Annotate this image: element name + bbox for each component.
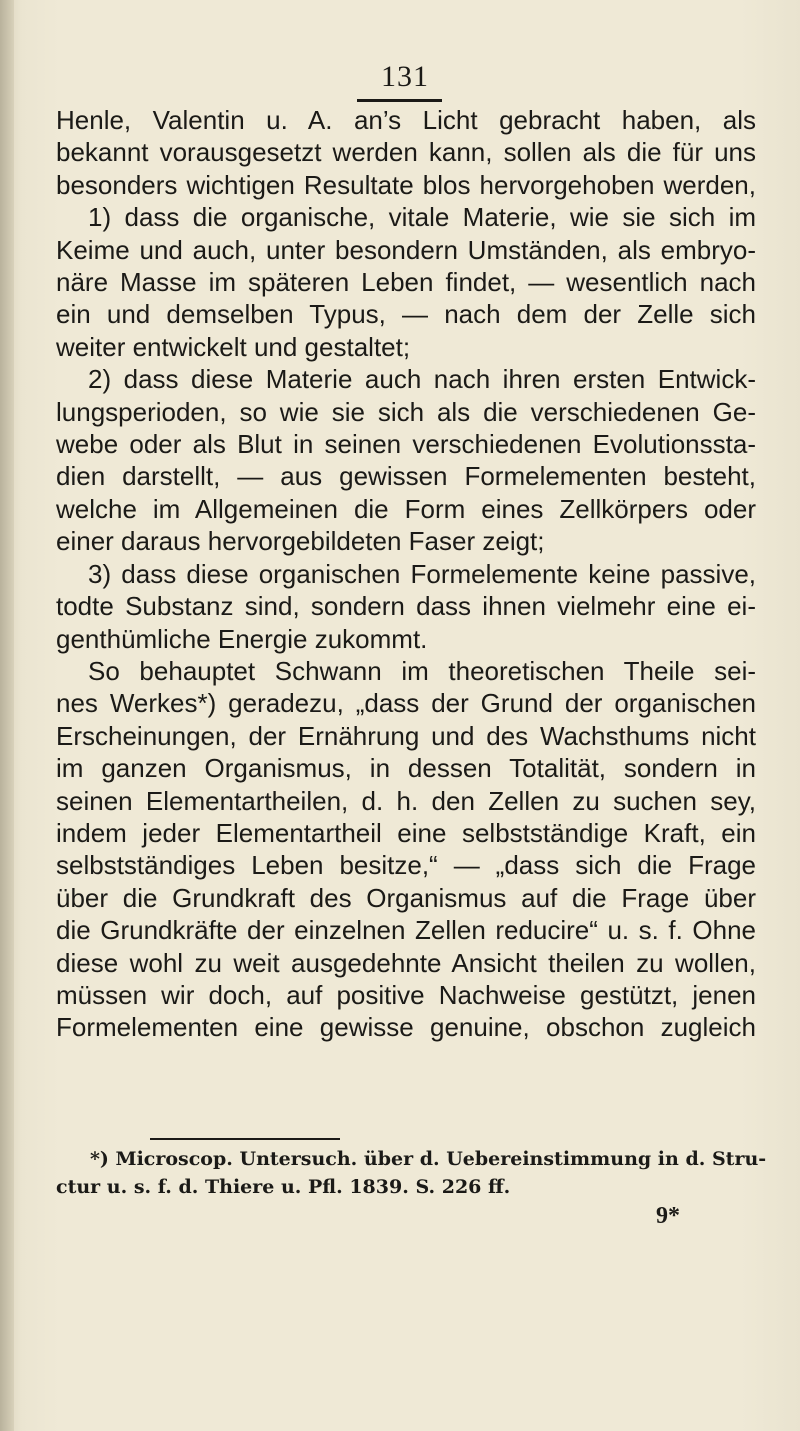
text-line: 2) dass diese Materie auch nach ihren ersten Entwick- [88,364,756,395]
text-line: besonders wichtigen Resultate blos hervorgehoben werden, [56,169,756,200]
text-line: dien darstellt, — aus gewissen Formelementen besteht, [56,461,756,492]
text-line: indem jeder Elementartheil eine selbstständige Kraft, ein [56,817,756,848]
text-line: weiter entwickelt und gestaltet; [56,331,411,362]
text-line: webe oder als Blut in seinen verschiedenen Evolutionssta- [56,429,756,460]
text-line: 3) dass diese organischen Formelemente keine passive, [88,558,756,589]
text-line: 1) dass die organische, vitale Materie, wie sie sich im [88,202,756,233]
text-line: genthümliche Energie zukommt. [56,623,428,654]
text-line: müssen wir doch, auf positive Nachweise gestützt, jenen [56,979,756,1010]
text-line: todte Substanz sind, sondern dass ihnen vielmehr eine ei- [56,591,756,622]
text-line: über die Grundkraft des Organismus auf die Frage über [56,882,756,913]
footnote-rule [150,1138,340,1140]
text-line: selbstständiges Leben besitze,“ — „dass sich die Frage [56,850,756,881]
text-line: So behauptet Schwann im theoretischen Theile sei- [88,655,756,686]
text-line: Henle, Valentin u. A. an’s Licht gebracht haben, als [56,105,756,135]
text-line: lungsperioden, so wie sie sich als die verschiedenen Ge- [56,396,756,427]
text-line: nes Werkes*) geradezu, „dass der Grund der organischen [56,688,756,719]
text-line: Erscheinungen, der Ernährung und des Wachsthums nicht [56,720,756,751]
text-line: näre Masse im späteren Leben findet, — wesentlich nach [56,267,756,298]
text-line: bekannt vorausgesetzt werden kann, sollen als die für uns [56,137,756,168]
text-line: die Grundkräfte der einzelnen Zellen reducire“ u. s. f. Ohne [56,915,756,946]
footnote [56,1145,767,1201]
footnote-line: *) Microscop. Untersuch. über d. Uebereinstimmung in d. Stru- [90,1148,767,1170]
text-line: diese wohl zu weit ausgedehnte Ansicht theilen zu wollen, [56,947,756,978]
text-line: einer daraus hervorgebildeten Faser zeigt; [56,526,545,557]
page-number: 131 [381,60,429,93]
page-binding-edge [0,0,14,1431]
text-line: Formelementen eine gewisse genuine, obschon zugleich [56,1012,756,1043]
text-line: Keime und auch, unter besondern Umständen, als embryo- [56,234,756,265]
text-line: seinen Elementartheilen, d. h. den Zellen zu suchen sey, [56,785,756,816]
page-number-rule [357,99,442,102]
printer-signature-mark: 9* [656,1203,680,1229]
text-line: welche im Allgemeinen die Form eines Zellkörpers oder [56,493,756,524]
footnote-line: ctur u. s. f. d. Thiere u. Pfl. 1839. S. 226 ff. [56,1176,511,1198]
text-line: ein und demselben Typus, — nach dem der Zelle sich [56,299,756,330]
text-line: im ganzen Organismus, in dessen Totalität, sondern in [56,753,756,784]
body-text [56,104,756,1044]
